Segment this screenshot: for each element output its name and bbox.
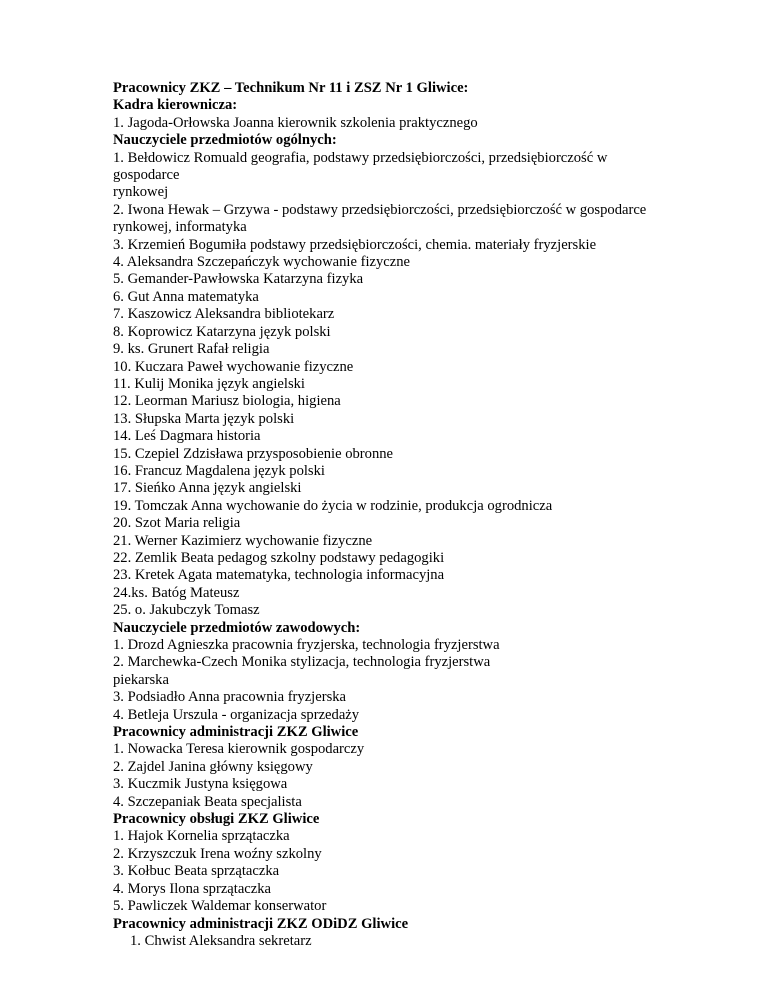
- text-line: 1. Drozd Agnieszka pracownia fryzjerska, technologia fryzjerstwa: [113, 637, 500, 653]
- document-body: [113, 80, 673, 950]
- text-line: 2. Marchewka-Czech Monika stylizacja, technologia fryzjerstwa: [113, 654, 491, 671]
- text-line: 3. Podsiadło Anna pracownia fryzjerska: [113, 689, 347, 706]
- section-heading: Kadra kierownicza:: [113, 97, 238, 114]
- text-line: 6. Gut Anna matematyka: [113, 288, 259, 305]
- text-line: 4. Szczepaniak Beata specjalista: [113, 793, 302, 810]
- section-heading: Pracownicy administracji ZKZ ODiDZ Gliwice: [113, 915, 409, 932]
- text-line: 13. Słupska Marta język polski: [113, 410, 295, 427]
- text-line: 1. Hajok Kornelia sprzątaczka: [113, 828, 290, 845]
- section-heading: Nauczyciele przedmiotów ogólnych:: [113, 132, 337, 149]
- text-line: piekarska: [113, 671, 169, 688]
- text-line: 3. Krzemień Bogumiła podstawy przedsiębiorczości, chemia. materiały fryzjerskie: [113, 236, 597, 253]
- section-heading: Pracownicy administracji ZKZ Gliwice: [113, 724, 359, 741]
- text-line: 1. Bełdowicz Romuald geografia, podstawy przedsiębiorczości, przedsiębiorczość w: [113, 149, 608, 166]
- text-line: 9. ks. Grunert Rafał religia: [113, 341, 270, 358]
- text-line: 19. Tomczak Anna wychowanie do życia w rodzinie, produkcja ogrodnicza: [113, 497, 553, 514]
- text-line: 16. Francuz Magdalena język polski: [113, 462, 325, 479]
- text-line: 8. Koprowicz Katarzyna język polski: [113, 323, 331, 340]
- text-line: 2. Zajdel Janina główny księgowy: [113, 758, 313, 775]
- text-line: 4. Aleksandra Szczepańczyk wychowanie fizyczne: [113, 254, 411, 271]
- text-line: 12. Leorman Mariusz biologia, higiena: [113, 393, 341, 410]
- text-line: 7. Kaszowicz Aleksandra bibliotekarz: [113, 306, 335, 323]
- text-line: 2. Krzyszczuk Irena woźny szkolny: [113, 845, 322, 862]
- section-heading: Nauczyciele przedmiotów zawodowych:: [113, 619, 361, 636]
- text-line: 25. o. Jakubczyk Tomasz: [113, 602, 260, 619]
- section-heading: Pracownicy obsługi ZKZ Gliwice: [113, 811, 320, 828]
- text-line: 1. Chwist Aleksandra sekretarz: [130, 932, 312, 949]
- text-line: 3. Kuczmik Justyna księgowa: [113, 776, 288, 793]
- text-line: 10. Kuczara Paweł wychowanie fizyczne: [113, 358, 354, 375]
- text-line: 5. Pawliczek Waldemar konserwator: [113, 898, 327, 915]
- text-line: 20. Szot Maria religia: [113, 515, 241, 532]
- text-line: 24.ks. Batóg Mateusz: [113, 584, 240, 601]
- text-line: gospodarce: [113, 167, 180, 184]
- text-line: 5. Gemander-Pawłowska Katarzyna fizyka: [113, 271, 364, 288]
- text-line: 1. Jagoda-Orłowska Joanna kierownik szkolenia praktycznego: [113, 114, 478, 131]
- text-line: 4. Betleja Urszula - organizacja sprzedaży: [113, 706, 360, 723]
- text-line: 22. Zemlik Beata pedagog szkolny podstawy pedagogiki: [113, 549, 445, 566]
- text-line: 21. Werner Kazimierz wychowanie fizyczne: [113, 532, 373, 549]
- text-line: 17. Sieńko Anna język angielski: [113, 480, 302, 497]
- text-line: 2. Iwona Hewak – Grzywa - podstawy przedsiębiorczości, przedsiębiorczość w gospodarce: [113, 201, 647, 218]
- text-line: rynkowej: [113, 184, 169, 201]
- text-line: 3. Kołbuc Beata sprzątaczka: [113, 863, 280, 880]
- text-line: 11. Kulij Monika język angielski: [113, 375, 305, 392]
- text-line: 4. Morys Ilona sprzątaczka: [113, 880, 272, 897]
- text-line: 1. Nowacka Teresa kierownik gospodarczy: [113, 741, 365, 758]
- text-line: 14. Leś Dagmara historia: [113, 428, 261, 445]
- text-line: 15. Czepiel Zdzisława przysposobienie obronne: [113, 445, 394, 462]
- text-line: 23. Kretek Agata matematyka, technologia informacyjna: [113, 567, 445, 584]
- section-heading: Pracownicy ZKZ – Technikum Nr 11 i ZSZ Nr 1 Gliwice:: [113, 80, 469, 96]
- text-line: rynkowej, informatyka: [113, 219, 247, 236]
